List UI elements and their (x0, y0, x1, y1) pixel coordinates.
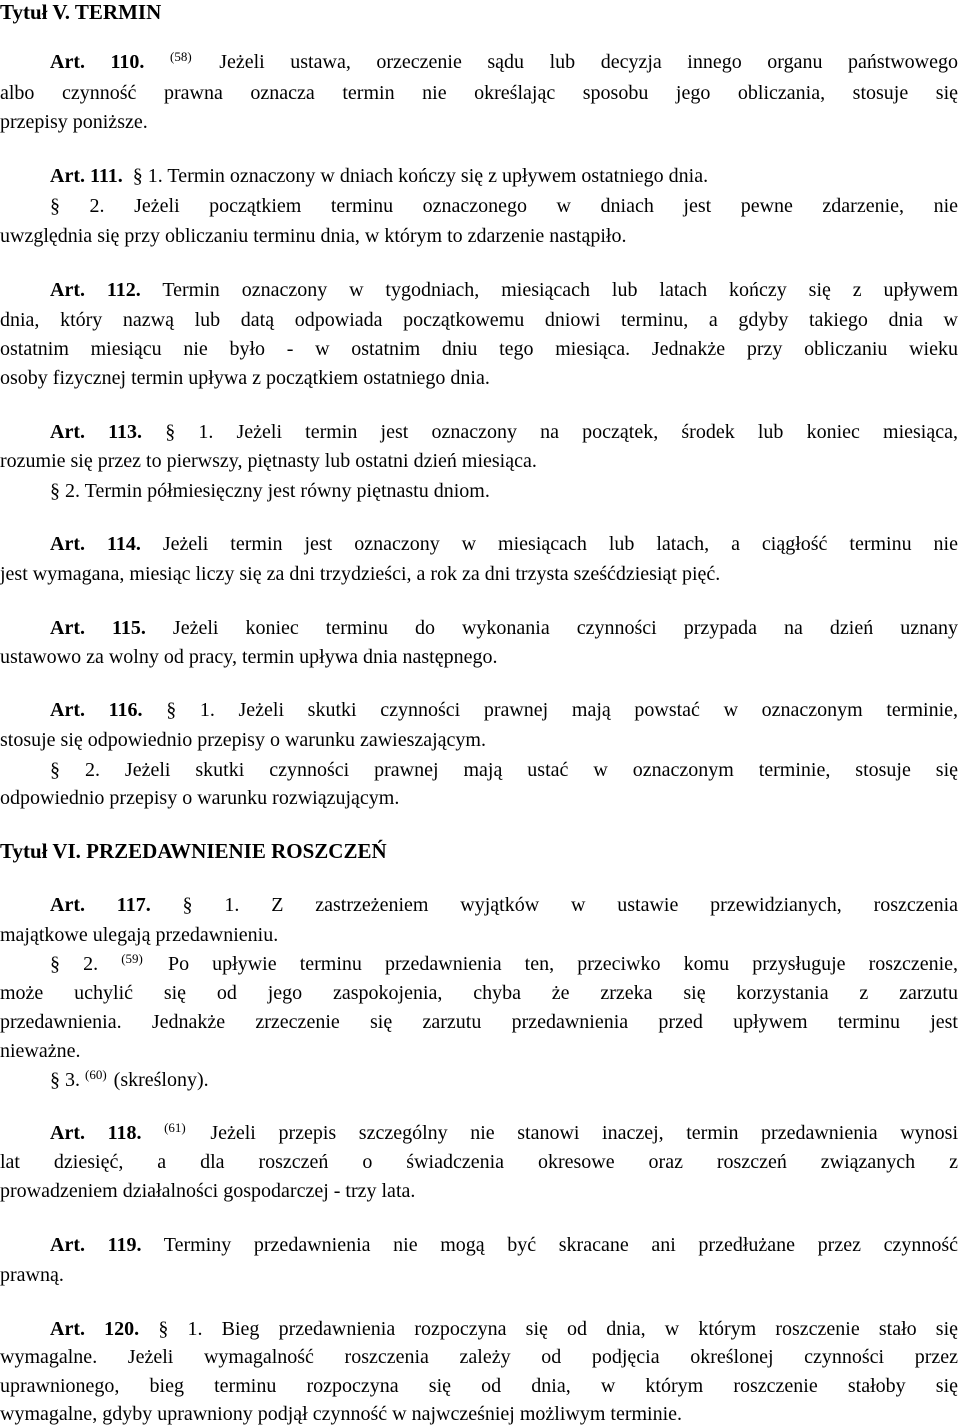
art-114-label: Art. 114. (50, 533, 141, 555)
art-113-par-1-text-2: rozumie się przez to pierwszy, piętnasty lub ostatni dzień miesiąca. (0, 450, 537, 472)
section-sign: § (50, 759, 60, 781)
section-sign: § (182, 894, 193, 916)
art-113-line-3 (50, 477, 490, 505)
section-sign: § (132, 165, 143, 187)
art-110-label: Art. 110. (50, 51, 145, 73)
section-sign: § (158, 1318, 169, 1340)
footnote-60: (60) (85, 1067, 107, 1082)
art-113-line-2 (0, 447, 537, 475)
art-116-par-2-text-2: odpowiednio przepisy o warunku rozwiązującym. (0, 787, 400, 809)
art-116-par-1-number: 1. (199, 699, 215, 721)
art-117-line-3 (50, 950, 958, 978)
art-117-par-1-text-2: majątkowe ulegają przedawnieniu. (0, 924, 279, 946)
title-vi-heading (0, 837, 387, 865)
footnote-58: (58) (169, 49, 192, 64)
art-117-line-5 (0, 1008, 958, 1036)
art-113-line-1 (50, 418, 958, 446)
art-117-par-2-text-2: może uchylić się od jego zaspokojenia, chyba że zrzeka się korzystania z zarzutu (0, 982, 958, 1004)
art-112-label: Art. 112. (50, 279, 141, 301)
section-sign: § (165, 421, 176, 443)
art-111-line-3 (0, 222, 626, 250)
art-112-line-3 (0, 335, 958, 363)
art-117-par-2-number: 2. (83, 953, 99, 975)
art-117-par-3-text: (skreślony). (113, 1069, 209, 1091)
art-113-label: Art. 113. (50, 421, 143, 443)
art-119-line-1 (50, 1231, 958, 1259)
art-112-line-2 (0, 306, 958, 334)
art-116-par-1-text-2: stosuje się odpowiednio przepisy o warunku zawieszającym. (0, 729, 486, 751)
art-111-par-2-number: 2. (89, 195, 105, 217)
art-114-text-2: jest wymagana, miesiąc liczy się za dni trzydzieści, a rok za dni trzysta sześćdziesiąt pięć. (0, 563, 721, 585)
art-119-line-2 (0, 1261, 64, 1289)
art-117-par-3-number: 3. (65, 1069, 80, 1091)
art-111-par-1-text: Termin oznaczony w dniach kończy się z upływem ostatniego dnia. (167, 165, 709, 187)
section-sign: § (50, 953, 60, 975)
art-117-line-1 (50, 891, 958, 919)
art-113-par-1-number: 1. (198, 421, 214, 443)
art-115-line-1 (50, 614, 958, 642)
art-118-line-2 (0, 1148, 958, 1176)
art-118-label: Art. 118. (50, 1122, 142, 1144)
art-115-text-2: ustawowo za wolny od pracy, termin upływa dnia następnego. (0, 646, 498, 668)
art-113-par-2-number: 2. (65, 480, 80, 502)
art-113-par-2-text: Termin półmiesięczny jest równy piętnastu dniom. (84, 480, 490, 502)
art-120-text-4: wymagalne, gdyby uprawniony podjął czynność w najwcześniej możliwym terminie. (0, 1403, 683, 1425)
art-116-par-2-number: 2. (84, 759, 100, 781)
art-112-line-4 (0, 364, 490, 392)
art-112-text-4: osoby fizycznej termin upływa z początkiem ostatniego dnia. (0, 367, 490, 389)
art-115-line-2 (0, 643, 497, 671)
art-110-text-3: przepisy poniższe. (0, 111, 148, 133)
art-116-line-1 (50, 696, 958, 724)
title-v-heading (0, 0, 161, 26)
art-120-par-1-number: 1. (187, 1318, 203, 1340)
art-117-line-2 (0, 921, 278, 949)
art-117-line-6 (0, 1037, 81, 1065)
art-119-text-1: Terminy przedawnienia nie mogą być skracane ani przedłużane przez czynność (163, 1234, 958, 1256)
art-112-line-1 (50, 276, 958, 304)
art-117-line-7 (50, 1066, 209, 1094)
art-116-label: Art. 116. (50, 699, 143, 721)
art-117-label: Art. 117. (50, 894, 151, 916)
art-120-text-2: wymagalne. Jeżeli wymagalność roszczenia zależy od podjęcia określonej czynności przez (0, 1346, 958, 1368)
section-sign: § (50, 480, 60, 502)
art-116-par-2-text-1: Jeżeli skutki czynności prawnej mają ustać w oznaczonym terminie, stosuje się (124, 759, 959, 781)
art-117-par-1-text-1: Z zastrzeżeniem wyjątków w ustawie przewidzianych, roszczenia (271, 894, 958, 916)
art-111-par-2-text-2: uwzględnia się przy obliczaniu terminu dnia, w którym to zdarzenie nastąpiło. (0, 225, 627, 247)
art-118-line-1 (50, 1119, 958, 1147)
section-sign: § (166, 699, 177, 721)
art-115-label: Art. 115. (50, 617, 146, 639)
art-112-text-1: Termin oznaczony w tygodniach, miesiącach lub latach kończy się z upływem (162, 279, 958, 301)
art-114-line-1 (50, 530, 958, 558)
art-117-line-4 (0, 979, 958, 1007)
art-117-par-2-text-4: nieważne. (0, 1040, 81, 1062)
title-vi-text: Tytuł VI. PRZEDAWNIENIE ROSZCZEŃ (0, 839, 387, 863)
art-114-text-1: Jeżeli termin jest oznaczony w miesiącach lub latach, a ciągłość terminu nie (162, 533, 958, 555)
art-111-par-1-number: 1. (147, 165, 163, 187)
art-120-line-1 (50, 1315, 958, 1343)
art-118-text-2: lat dziesięć, a dla roszczeń o świadczenia okresowe oraz roszczeń związanych z (0, 1151, 958, 1173)
art-110-line-2 (0, 79, 958, 107)
art-110-line-1 (50, 48, 958, 76)
art-119-label: Art. 119. (50, 1234, 142, 1256)
art-111-line-2 (50, 192, 958, 220)
art-111-line-1 (50, 162, 708, 190)
art-120-line-4 (0, 1400, 682, 1428)
art-111-label: Art. 111. (50, 165, 123, 187)
art-120-line-3 (0, 1372, 958, 1400)
art-117-par-1-number: 1. (224, 894, 240, 916)
art-110-text-2: albo czynność prawna oznacza termin nie określając sposobu jego obliczania, stosuje się (0, 82, 958, 104)
art-110-line-3 (0, 108, 148, 136)
art-112-text-2: dnia, który nazwą lub datą odpowiada początkowemu dniowi terminu, a gdyby takiego dnia w (0, 309, 958, 331)
art-115-text-1: Jeżeli koniec terminu do wykonania czynności przypada na dzień uznany (172, 617, 958, 639)
footnote-59: (59) (121, 951, 143, 966)
art-118-line-3 (0, 1177, 415, 1205)
art-119-text-2: prawną. (0, 1264, 64, 1286)
art-120-line-2 (0, 1343, 958, 1371)
art-120-text-1: Bieg przedawnienia rozpoczyna się od dnia, w którym roszczenie stało się (221, 1318, 959, 1340)
art-112-text-3: ostatnim miesiącu nie było - w ostatnim dniu tego miesiąca. Jednakże przy obliczaniu wieku (0, 338, 958, 360)
art-116-line-2 (0, 726, 486, 754)
art-113-par-1-text-1: Jeżeli termin jest oznaczony na początek, środek lub koniec miesiąca, (236, 421, 958, 443)
art-111-par-2-text-1: Jeżeli początkiem terminu oznaczonego w dniach jest pewne zdarzenie, nie (134, 195, 959, 217)
art-116-line-3 (50, 756, 958, 784)
footnote-61: (61) (164, 1120, 186, 1135)
art-120-text-3: uprawnionego, bieg terminu rozpoczyna się od dnia, w którym roszczenie stałoby się (0, 1375, 958, 1397)
section-sign: § (50, 195, 60, 217)
art-117-par-2-text-3: przedawnienia. Jednakże zrzeczenie się zarzutu przedawnienia przed upływem terminu jest (0, 1011, 958, 1033)
art-116-par-1-text-1: Jeżeli skutki czynności prawnej mają powstać w oznaczonym terminie, (238, 699, 959, 721)
art-118-text-1: Jeżeli przepis szczególny nie stanowi inaczej, termin przedawnienia wynosi (210, 1122, 959, 1144)
art-116-line-4 (0, 784, 399, 812)
title-v-text: Tytuł V. TERMIN (0, 0, 162, 24)
art-120-label: Art. 120. (50, 1318, 140, 1340)
art-114-line-2 (0, 560, 720, 588)
art-117-par-2-text-1: Po upływie terminu przedawnienia ten, przeciwko komu przysługuje roszczenie, (167, 953, 959, 975)
art-110-text-1: Jeżeli ustawa, orzeczenie sądu lub decyzja innego organu państwowego (219, 51, 958, 73)
art-118-text-3: prowadzeniem działalności gospodarczej - trzy lata. (0, 1180, 416, 1202)
section-sign: § (50, 1069, 60, 1091)
